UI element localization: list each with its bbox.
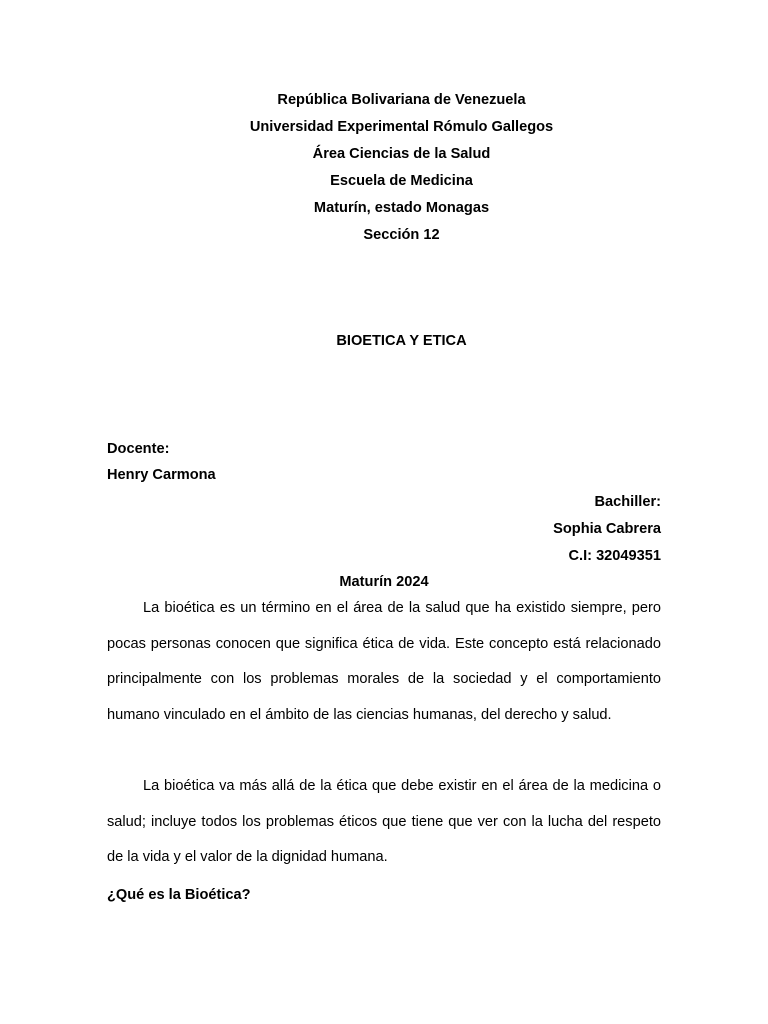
place-date: Maturín 2024: [339, 574, 429, 590]
teacher-name: Henry Carmona: [107, 467, 216, 483]
header-section: Sección 12: [363, 227, 440, 243]
teacher-label: Docente:: [107, 441, 170, 457]
paragraph-second: La bioética va más allá de la ética que debe existir en el área de la medicina o salud; incluye todos los problemas éticos que tiene que ver con la lucha del respeto de la vida y el valor de la dignidad humana.: [107, 778, 661, 866]
student-label: Bachiller:: [594, 494, 661, 510]
student-name: Sophia Cabrera: [553, 521, 661, 537]
header-school: Escuela de Medicina: [330, 173, 473, 189]
header-university: Universidad Experimental Rómulo Gallegos: [249, 119, 554, 135]
header-country: República Bolivariana de Venezuela: [277, 92, 526, 108]
section-heading: ¿Qué es la Bioética?: [107, 887, 251, 903]
header-area: Área Ciencias de la Salud: [312, 146, 491, 162]
header-city: Maturín, estado Monagas: [313, 200, 490, 216]
paragraph-intro: La bioética es un término en el área de la salud que ha existido siempre, pero pocas personas conocen que significa ética de vida. Este concepto está relacionado principalmente con los problemas morales de la sociedad y el comportamiento humano vinculado en el ámbito de las ciencias humanas, del derecho y salud.: [107, 600, 661, 723]
document-title: BIOETICA Y ETICA: [336, 333, 467, 349]
student-id: C.I: 32049351: [568, 548, 661, 564]
